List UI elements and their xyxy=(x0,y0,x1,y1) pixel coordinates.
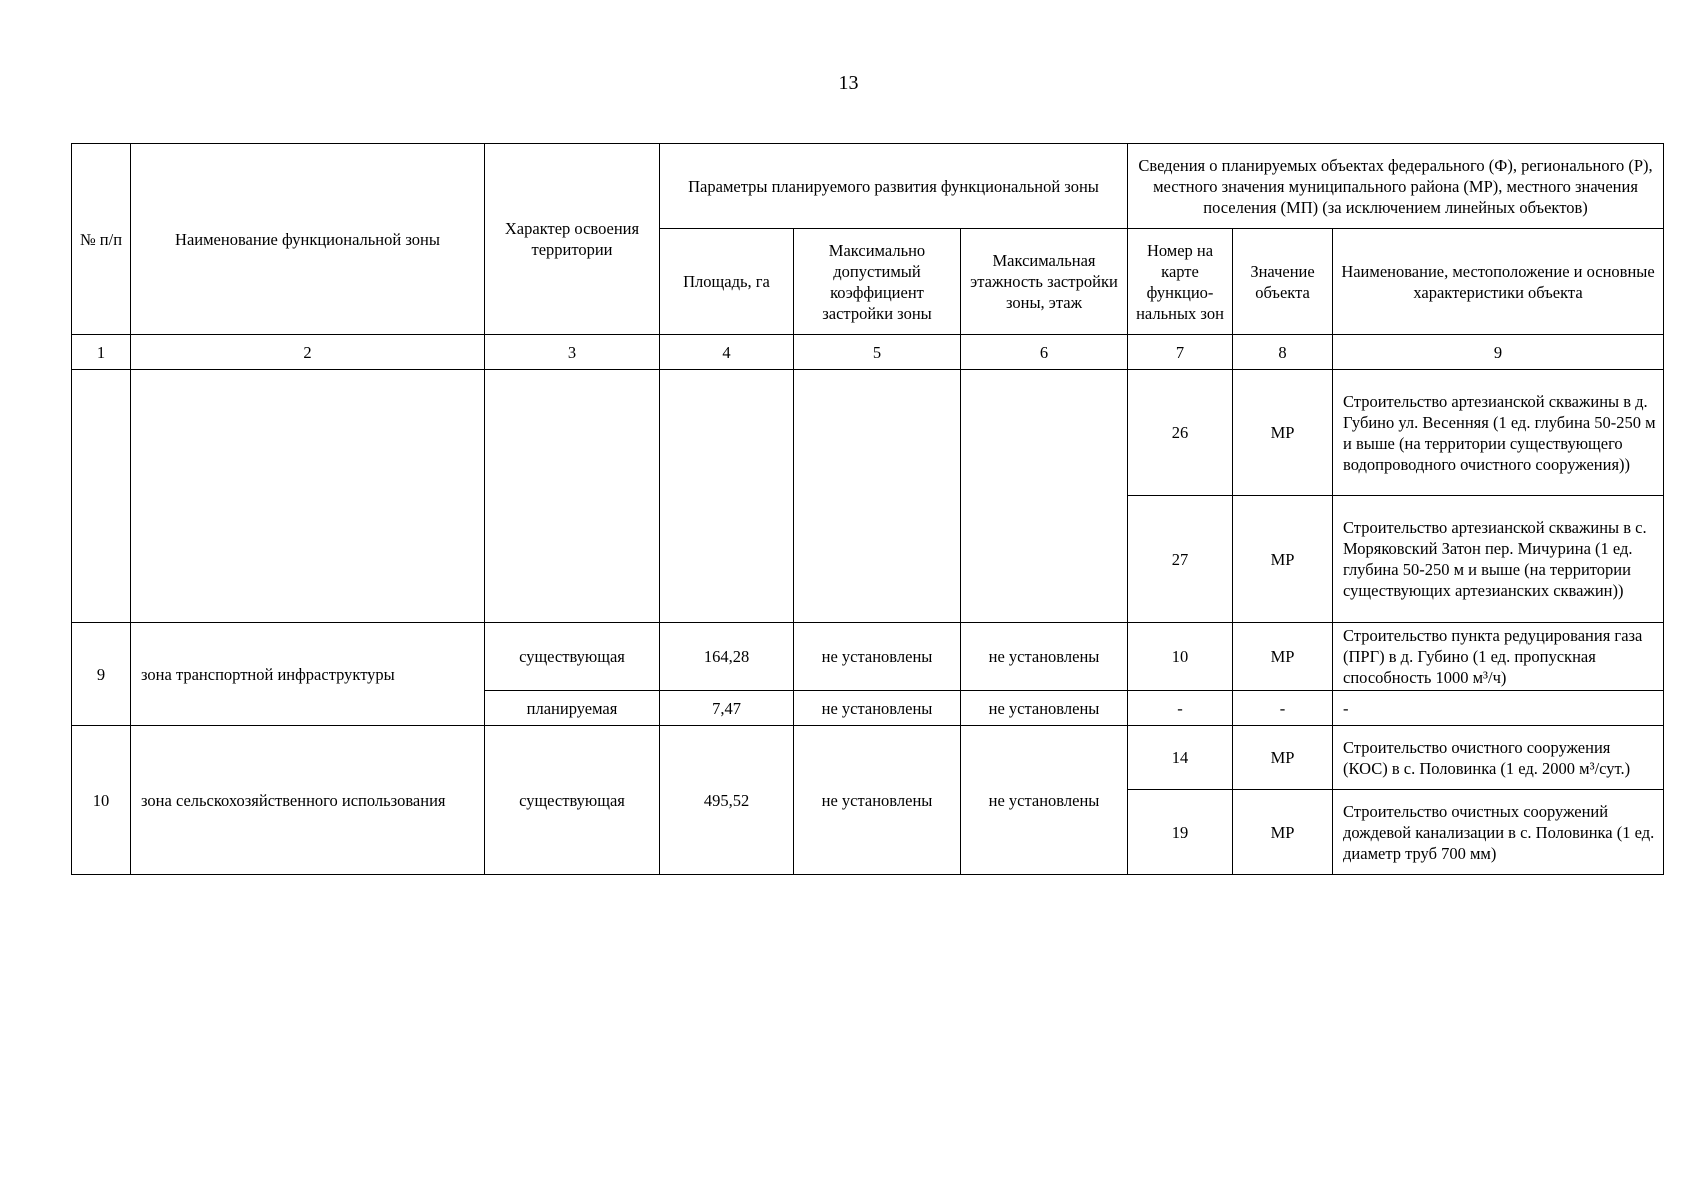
column-number: 5 xyxy=(794,335,961,370)
object-value: - xyxy=(1233,691,1333,726)
object-map-number: 26 xyxy=(1128,370,1233,496)
object-description: - xyxy=(1333,691,1664,726)
zone-coefficient: не установлены xyxy=(794,726,961,875)
zone-coefficient: не установлены xyxy=(794,623,961,691)
column-numbers-row xyxy=(72,335,1664,370)
header-map-number: Номер на карте функцио-нальных зон xyxy=(1128,229,1233,335)
column-number: 3 xyxy=(485,335,660,370)
header-zone-name: Наименование функциональной зоны xyxy=(131,144,485,335)
page-number: 13 xyxy=(838,72,859,94)
header-character: Характер освоения территории xyxy=(485,144,660,335)
empty-cell xyxy=(794,370,961,623)
zone-name: зона сельскохозяйственного использования xyxy=(131,726,485,875)
column-number: 6 xyxy=(961,335,1128,370)
functional-zones-table xyxy=(71,143,1664,875)
object-description: Строительство очистных сооружений дождевой канализации в с. Половинка (1 ед. диаметр труб 700 мм) xyxy=(1333,790,1664,875)
development-character: планируемая xyxy=(485,691,660,726)
zone-floors: не установлены xyxy=(961,726,1128,875)
table-row xyxy=(72,726,1664,790)
column-number: 2 xyxy=(131,335,485,370)
object-map-number: 19 xyxy=(1128,790,1233,875)
object-value: МР xyxy=(1233,370,1333,496)
header-objects-group: Сведения о планируемых объектах федерального (Ф), регионального (Р), местного значения муниципального района (МР), местного значения поселения (МП) (за исключением линейных объектов) xyxy=(1128,144,1664,229)
header-object-value: Значение объекта xyxy=(1233,229,1333,335)
empty-cell xyxy=(961,370,1128,623)
column-number: 1 xyxy=(72,335,131,370)
zone-floors: не установлены xyxy=(961,691,1128,726)
object-description: Строительство артезианской скважины в с. Моряковский Затон пер. Мичурина (1 ед. глубина 50-250 м и выше (на территории существующих артезианских скважин)) xyxy=(1333,496,1664,623)
header-number: № п/п xyxy=(72,144,131,335)
zone-area: 495,52 xyxy=(660,726,794,875)
header-coefficient: Максимально допустимый коэффициент застройки зоны xyxy=(794,229,961,335)
header-floors: Максимальная этажность застройки зоны, этаж xyxy=(961,229,1128,335)
column-number: 4 xyxy=(660,335,794,370)
object-value: МР xyxy=(1233,496,1333,623)
development-character: существующая xyxy=(485,623,660,691)
zone-number: 9 xyxy=(72,623,131,726)
zone-area: 164,28 xyxy=(660,623,794,691)
table-row xyxy=(72,370,1664,496)
zone-floors: не установлены xyxy=(961,623,1128,691)
column-number: 9 xyxy=(1333,335,1664,370)
table-row xyxy=(72,623,1664,691)
object-value: МР xyxy=(1233,790,1333,875)
header-area: Площадь, га xyxy=(660,229,794,335)
object-description: Строительство артезианской скважины в д. Губино ул. Весенняя (1 ед. глубина 50-250 м и выше (на территории существующего водопроводного очистного сооружения)) xyxy=(1333,370,1664,496)
zone-name: зона транспортной инфраструктуры xyxy=(131,623,485,726)
header-object-description: Наименование, местоположение и основные характеристики объекта xyxy=(1333,229,1664,335)
empty-cell xyxy=(485,370,660,623)
zone-coefficient: не установлены xyxy=(794,691,961,726)
object-value: МР xyxy=(1233,726,1333,790)
development-character: существующая xyxy=(485,726,660,875)
object-description: Строительство пункта редуцирования газа (ПРГ) в д. Губино (1 ед. пропускная способность 1000 м³/ч) xyxy=(1333,623,1664,691)
object-map-number: - xyxy=(1128,691,1233,726)
empty-cell xyxy=(660,370,794,623)
column-number: 7 xyxy=(1128,335,1233,370)
object-map-number: 27 xyxy=(1128,496,1233,623)
empty-cell xyxy=(131,370,485,623)
zone-number: 10 xyxy=(72,726,131,875)
column-number: 8 xyxy=(1233,335,1333,370)
header-params-group: Параметры планируемого развития функциональной зоны xyxy=(660,144,1128,229)
object-value: МР xyxy=(1233,623,1333,691)
object-description: Строительство очистного сооружения (КОС) в с. Половинка (1 ед. 2000 м³/сут.) xyxy=(1333,726,1664,790)
empty-cell xyxy=(72,370,131,623)
zone-area: 7,47 xyxy=(660,691,794,726)
object-map-number: 10 xyxy=(1128,623,1233,691)
object-map-number: 14 xyxy=(1128,726,1233,790)
